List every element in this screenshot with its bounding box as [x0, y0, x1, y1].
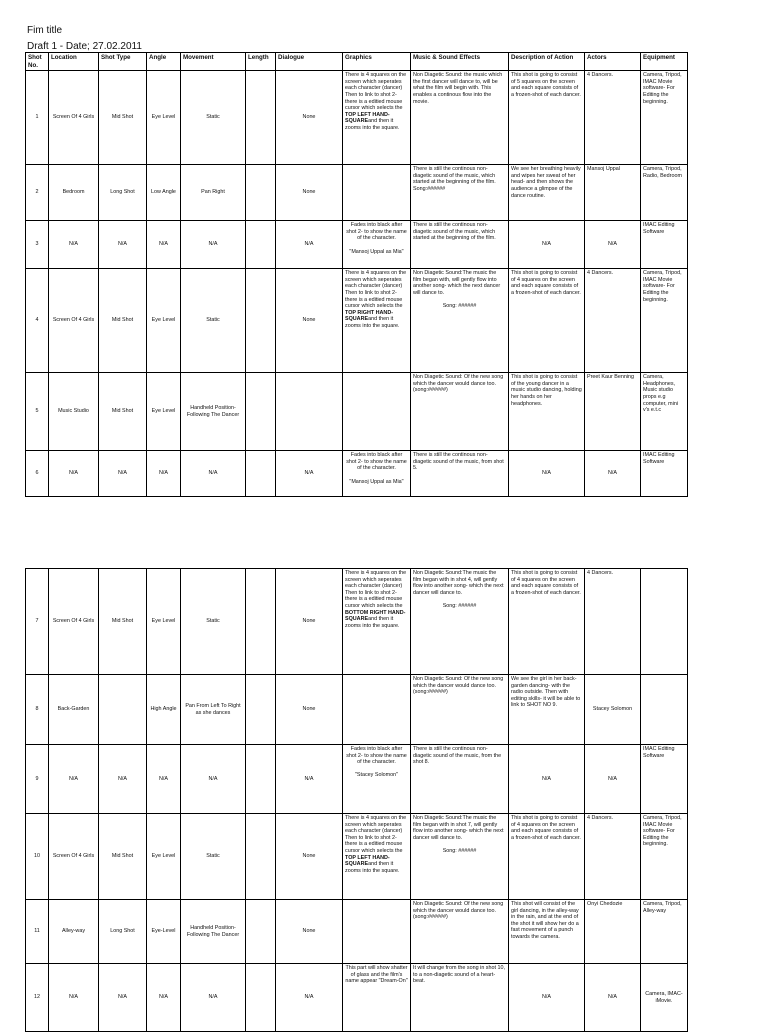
table-row [26, 675, 688, 745]
location-cell: Alley-way [49, 900, 99, 964]
shot-type-cell: Mid Shot [99, 269, 147, 373]
draft-date: Draft 1 - Date; 27.02.2011 [27, 41, 142, 52]
graphics-text-end: and then it zooms into the square. [345, 316, 400, 329]
length-cell [246, 221, 276, 269]
music-text: There is still the continous non-diagetic sound of the music, which started at the beginning of the film. [413, 222, 496, 242]
equipment-cell: Camera, Tripod, Radio, Bedroom [641, 165, 688, 221]
music-cell [411, 269, 509, 373]
movement-cell: N/A [181, 221, 246, 269]
length-cell [246, 675, 276, 745]
col-location: Location [49, 53, 99, 71]
dialogue-cell: None [276, 814, 343, 900]
length-cell [246, 745, 276, 814]
graphics-bold-text: TOP LEFT HAND-SQUARE [345, 111, 390, 125]
graphics-cell [343, 814, 411, 900]
description-cell: N/A [509, 451, 585, 497]
length-cell [246, 900, 276, 964]
col-angle: Angle [147, 53, 181, 71]
angle-cell: N/A [147, 745, 181, 814]
actors-cell: 4 Dancers. [585, 71, 641, 165]
table-row [26, 71, 688, 165]
actors-cell: N/A [585, 745, 641, 814]
music-cell [411, 165, 509, 221]
table-row [26, 165, 688, 221]
graphics-text: There is 4 squares on the screen which seperates each character (dancer) Then to link to shot 2- there is a editied mouse cursor which selects the [345, 815, 407, 854]
table-row [26, 569, 688, 675]
actors-cell: N/A [585, 221, 641, 269]
actors-cell: Onyi Chedozie [585, 900, 641, 964]
actors-cell: 4 Dancers. [585, 814, 641, 900]
graphics-bold-text: TOP LEFT HAND-SQUARE [345, 854, 390, 868]
length-cell [246, 71, 276, 165]
shot-list-table-page-1 [25, 52, 688, 497]
graphics-cell [343, 745, 411, 814]
music-cell [411, 451, 509, 497]
shot-number-cell: 9 [26, 745, 49, 814]
angle-cell: Eye-Level [147, 900, 181, 964]
length-cell [246, 964, 276, 1032]
angle-cell: N/A [147, 451, 181, 497]
graphics-text-end: and then it zooms into the square. [345, 118, 400, 131]
table-row [26, 964, 688, 1032]
description-cell: This shot is going to consist of 5 squares on the screen and each square consists of a frozen-shot of each dancer. [509, 71, 585, 165]
music-text: Non Diagetic Sound: Of the new song which the dancer would dance too. (song:######) [413, 901, 504, 921]
actors-cell: Mansoj Uppal [585, 165, 641, 221]
equipment-cell: Camera, Tripod, Alley-way [641, 900, 688, 964]
music-cell [411, 373, 509, 451]
music-text: There is still the continous non-diagetic sound of the music, from shot 5. [413, 452, 504, 472]
col-description: Description of Action [509, 53, 585, 71]
graphics-text: There is 4 squares on the screen which seperates each character (dancer) Then to link to shot 2- there is a editied mouse cursor which selects the [345, 570, 407, 609]
movement-cell: Pan Right [181, 165, 246, 221]
actors-cell: Stacey Solomon [585, 675, 641, 745]
angle-cell: Low Angle [147, 165, 181, 221]
col-equipment: Equipment [641, 53, 688, 71]
graphics-bold-text: BOTTOM RIGHT HAND-SQUARE [345, 609, 406, 623]
dialogue-cell: N/A [276, 451, 343, 497]
col-dialogue: Dialogue [276, 53, 343, 71]
music-cell [411, 569, 509, 675]
shot-number-cell: 4 [26, 269, 49, 373]
graphics-character-name: "Mansoj Uppal as Mia" [349, 248, 404, 255]
music-song: Song: ###### [442, 847, 477, 854]
angle-cell: Eye Level [147, 569, 181, 675]
shot-type-cell: N/A [99, 221, 147, 269]
dialogue-cell: None [276, 675, 343, 745]
length-cell [246, 451, 276, 497]
graphics-text: Fades into black after shot 2- to show the name of the character. [346, 746, 407, 766]
shot-type-cell: Long Shot [99, 165, 147, 221]
shot-type-cell: N/A [99, 451, 147, 497]
music-text: Non Diagetic Sound:The music the film began with in shot 7, will gently flow into another song- which the next dancer will dance to. [413, 815, 504, 841]
equipment-cell: IMAC Editing Software [641, 745, 688, 814]
table-row [26, 221, 688, 269]
length-cell [246, 373, 276, 451]
equipment-cell [641, 675, 688, 745]
table-row [26, 373, 688, 451]
music-cell [411, 221, 509, 269]
music-text: Non Diagetic Sound: the music which the first dancer will dance to, will be what the film will begin with. This enables a continous flow into the movie. [413, 72, 503, 105]
location-cell: N/A [49, 745, 99, 814]
shot-number-cell: 2 [26, 165, 49, 221]
music-cell [411, 675, 509, 745]
graphics-cell [343, 675, 411, 745]
shot-number-cell: 1 [26, 71, 49, 165]
music-cell [411, 71, 509, 165]
description-cell: This shot is going to consist of 4 squares on the screen and each square consists of a frozen-shot of each dancer. [509, 269, 585, 373]
col-movement: Movement [181, 53, 246, 71]
graphics-cell [343, 165, 411, 221]
graphics-cell [343, 451, 411, 497]
movement-cell: N/A [181, 451, 246, 497]
equipment-cell [641, 569, 688, 675]
col-shot-type: Shot Type [99, 53, 147, 71]
shot-type-cell [99, 675, 147, 745]
graphics-text-end: and then it zooms into the square. [345, 861, 400, 874]
table-row [26, 900, 688, 964]
table-row [26, 451, 688, 497]
col-actors: Actors [585, 53, 641, 71]
graphics-cell [343, 964, 411, 1032]
shot-number-cell: 8 [26, 675, 49, 745]
dialogue-cell: None [276, 269, 343, 373]
dialogue-cell [276, 373, 343, 451]
location-cell: Bedroom [49, 165, 99, 221]
music-cell [411, 814, 509, 900]
graphics-cell [343, 569, 411, 675]
movement-cell: Static [181, 71, 246, 165]
graphics-text: This part will show shatter of glass and the film's name appear "Dream-On" [345, 965, 408, 985]
location-cell: N/A [49, 221, 99, 269]
equipment-cell: Camera, Tripod, IMAC Movie software- For Editing the beginning. [641, 269, 688, 373]
graphics-text: There is 4 squares on the screen which seperates each character (dancer) Then to link to shot 2- there is a editied mouse cursor which selects the [345, 270, 407, 310]
table-row [26, 814, 688, 900]
movement-cell: N/A [181, 745, 246, 814]
shot-number-cell: 12 [26, 964, 49, 1032]
music-cell [411, 900, 509, 964]
col-length: Length [246, 53, 276, 71]
graphics-cell [343, 221, 411, 269]
shot-number-cell: 10 [26, 814, 49, 900]
table-row [26, 269, 688, 373]
dialogue-cell: N/A [276, 964, 343, 1032]
dialogue-cell: N/A [276, 221, 343, 269]
description-cell: We see the girl in her back-garden dancing- with the radio outside. Then with editing skills- it will be able to link to SHOT NO 9. [509, 675, 585, 745]
description-cell: This shot is going to consist of the young dancer in a music studio dancing, holding her hands on her headphones. [509, 373, 585, 451]
angle-cell: N/A [147, 221, 181, 269]
shot-number-cell: 11 [26, 900, 49, 964]
description-cell: N/A [509, 964, 585, 1032]
equipment-cell: Camera, Tripod, IMAC Movie software- For Editing the beginning. [641, 71, 688, 165]
dialogue-cell: None [276, 71, 343, 165]
location-cell: Screen Of 4 Girls [49, 569, 99, 675]
movement-cell: Static [181, 569, 246, 675]
movement-cell: Handheld Position- Following The Dancer [181, 373, 246, 451]
music-text: It will change from the song in shot 10, to a non-diagetic sound of a heart-beat. [413, 965, 505, 985]
graphics-cell [343, 269, 411, 373]
shot-type-cell: N/A [99, 964, 147, 1032]
dialogue-cell: None [276, 569, 343, 675]
graphics-text: Fades into black after shot 2- to show the name of the character. [346, 222, 407, 242]
location-cell: N/A [49, 451, 99, 497]
movement-cell: Handheld Position- Following The Dancer [181, 900, 246, 964]
shot-type-cell: N/A [99, 745, 147, 814]
dialogue-cell: None [276, 900, 343, 964]
equipment-cell: Camera, Tripod, IMAC Movie software- For Editing the beginning. [641, 814, 688, 900]
equipment-cell: IMAC Editing Software [641, 221, 688, 269]
angle-cell: Eye Level [147, 373, 181, 451]
music-cell [411, 964, 509, 1032]
graphics-text: There is 4 squares on the screen which seperates each character (dancer) Then to link to shot 2- there is a editied mouse cursor which selects the [345, 72, 407, 112]
actors-cell: N/A [585, 964, 641, 1032]
description-cell: This shot is going to consist of 4 squares on the screen and each square consists of a frozen-shot of each dancer. [509, 814, 585, 900]
music-text: Non Diagetic Sound: Of the new song which the dancer would dance too. (song:######) [413, 676, 504, 696]
description-cell: N/A [509, 221, 585, 269]
music-text: There is still the continous non-diagetic sound of the music, from the shot 8. [413, 746, 502, 766]
music-text: Non Diagetic Sound: Of the new song which the dancer would dance too. (song:######) [413, 374, 504, 394]
shot-number-cell: 5 [26, 373, 49, 451]
shot-type-cell: Mid Shot [99, 814, 147, 900]
graphics-cell [343, 373, 411, 451]
music-text: There is still the continous non-diagetic sound of the music, which started at the beginning of the film. Song:###### [413, 166, 496, 192]
location-cell: Back-Garden [49, 675, 99, 745]
shot-type-cell: Mid Shot [99, 71, 147, 165]
movement-cell: Static [181, 269, 246, 373]
description-cell: We see her breathing heavily and wipes her sweat of her head- and then shows the audience a glimpse of the dance routine. [509, 165, 585, 221]
angle-cell: Eye Level [147, 71, 181, 165]
description-cell: N/A [509, 745, 585, 814]
graphics-cell [343, 900, 411, 964]
music-song: Song: ###### [442, 303, 477, 310]
location-cell: Screen Of 4 Girls [49, 814, 99, 900]
music-text: Non Diagetic Sound:The music the film began with, will gently flow into another song- which the next dancer will dance to. [413, 270, 501, 296]
shot-type-cell: Mid Shot [99, 569, 147, 675]
graphics-cell [343, 71, 411, 165]
header-row [26, 53, 688, 71]
col-shot-no: Shot No. [26, 53, 49, 71]
dialogue-cell: None [276, 165, 343, 221]
graphics-character-name: "Stacey Solomon" [354, 772, 399, 779]
movement-cell: Static [181, 814, 246, 900]
actors-cell: 4 Dancers. [585, 269, 641, 373]
movement-cell: Pan From Left To Right as she dances [181, 675, 246, 745]
film-title: Fim title [27, 25, 62, 36]
music-text: Non Diagetic Sound:The music the film began with in shot 4, will gently flow into another song- which the next dancer will dance to. [413, 570, 504, 596]
length-cell [246, 569, 276, 675]
shot-list-table-page-2 [25, 568, 688, 1032]
music-cell [411, 745, 509, 814]
graphics-bold-text: TOP RIGHT HAND-SQUARE [345, 309, 394, 323]
graphics-text-end: and then it zooms into the square. [345, 616, 400, 629]
movement-cell: N/A [181, 964, 246, 1032]
table-row [26, 745, 688, 814]
location-cell: Music Studio [49, 373, 99, 451]
angle-cell: Eye Level [147, 814, 181, 900]
actors-cell: N/A [585, 451, 641, 497]
actors-cell: Preet Kaur Benning [585, 373, 641, 451]
description-cell: This shot will consist of the girl dancing, in the alley-way in the rain, and at the end of the shot it will show her do a fast movement of a punch towards the camera. [509, 900, 585, 964]
equipment-cell: Camera, IMAC-iMovie. [641, 964, 688, 1032]
dialogue-cell: N/A [276, 745, 343, 814]
graphics-character-name: "Mansoj Uppal as Mia" [349, 478, 404, 485]
shot-number-cell: 6 [26, 451, 49, 497]
location-cell: N/A [49, 964, 99, 1032]
shot-type-cell: Mid Shot [99, 373, 147, 451]
music-song: Song: ###### [442, 602, 477, 609]
shot-type-cell: Long Shot [99, 900, 147, 964]
description-cell: This shot is going to consist of 4 squares on the screen and each square consists of a frozen-shot of each dancer. [509, 569, 585, 675]
equipment-cell: Camera, Headphones, Music studio props e.g computer, mini v's e.t.c [641, 373, 688, 451]
col-music: Music & Sound Effects [411, 53, 509, 71]
col-graphics: Graphics [343, 53, 411, 71]
shot-number-cell: 3 [26, 221, 49, 269]
graphics-text: Fades into black after shot 2- to show the name of the character. [346, 452, 407, 472]
length-cell [246, 165, 276, 221]
location-cell: Screen Of 4 Girls [49, 71, 99, 165]
length-cell [246, 269, 276, 373]
angle-cell: N/A [147, 964, 181, 1032]
shot-number-cell: 7 [26, 569, 49, 675]
equipment-cell: IMAC Editing Software [641, 451, 688, 497]
length-cell [246, 814, 276, 900]
angle-cell: Eye Level [147, 269, 181, 373]
location-cell: Screen Of 4 Girls [49, 269, 99, 373]
actors-cell: 4 Dancers. [585, 569, 641, 675]
angle-cell: High Angle [147, 675, 181, 745]
